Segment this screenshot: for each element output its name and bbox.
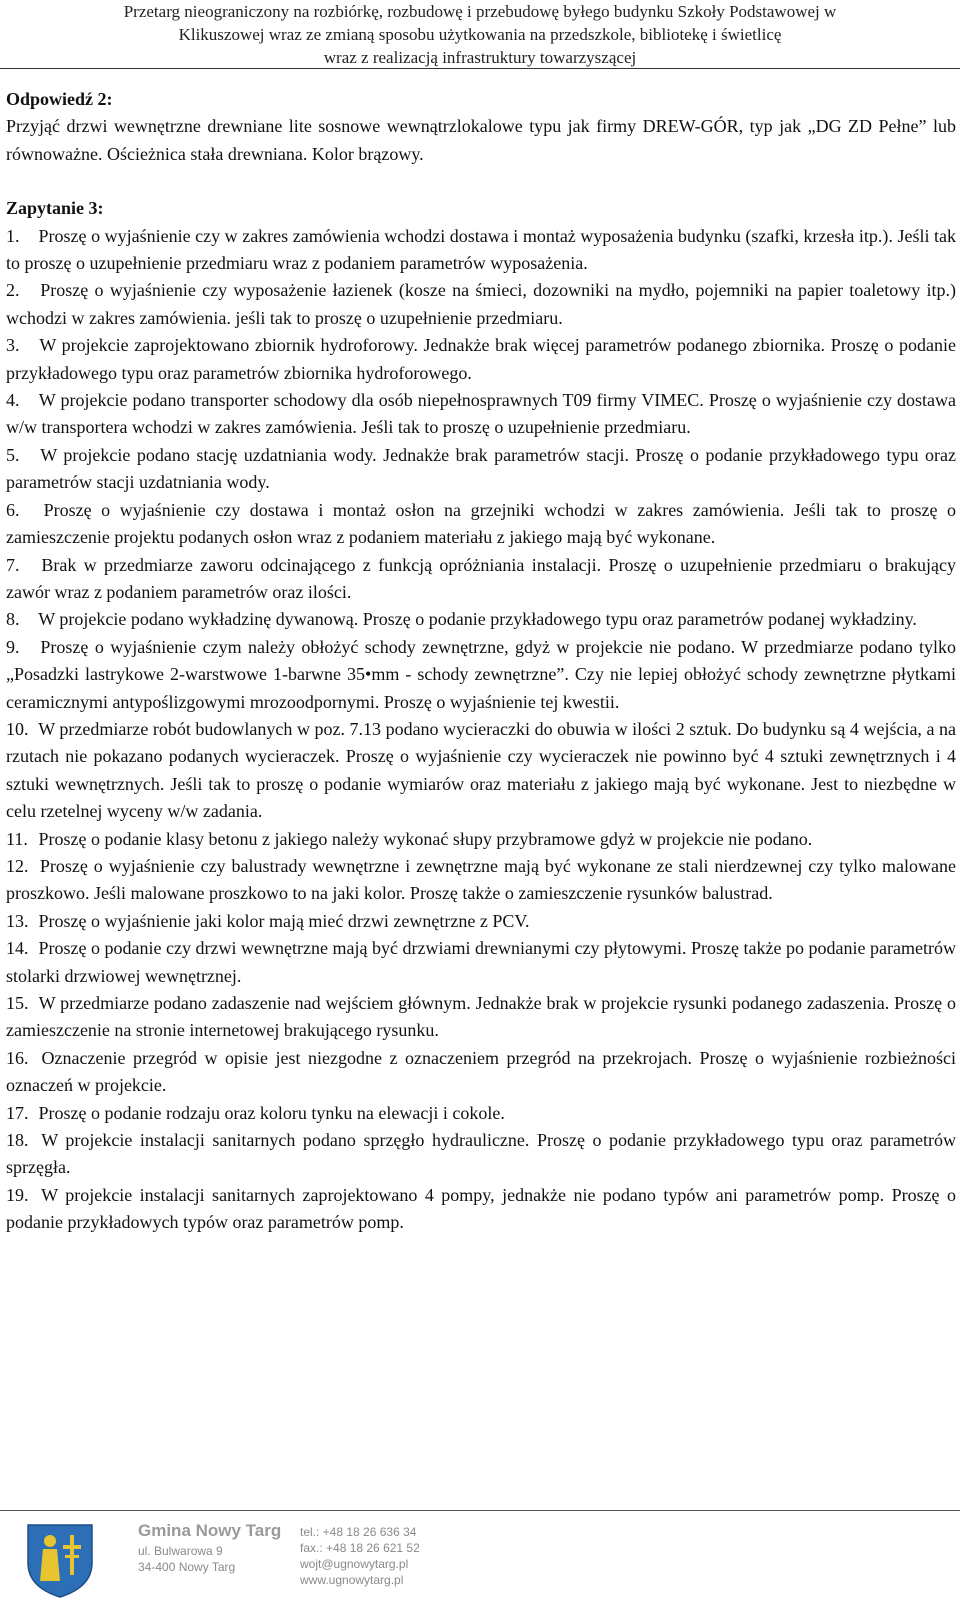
question-item-number: 2.	[6, 280, 20, 301]
footer-city: 34-400 Nowy Targ	[138, 1560, 236, 1574]
question-item	[6, 223, 956, 278]
coat-of-arms-icon	[10, 1519, 110, 1599]
question-item-text: Proszę o podanie rodzaju oraz koloru tynku na elewacji i cokole.	[38, 1102, 505, 1123]
question-item-number: 17.	[6, 1102, 29, 1123]
answer-heading: Odpowiedź 2:	[6, 89, 113, 109]
question-item-text: W projekcie podano stację uzdatniania wody. Jednakże brak parametrów stacji. Proszę o podanie przykładowego typu oraz parametrów stacji uzdatniania wody.	[6, 444, 956, 493]
question-item	[6, 935, 956, 990]
question-heading: Zapytanie 3:	[6, 198, 104, 219]
question-item	[6, 332, 956, 387]
question-item-text: W projekcie zaprojektowano zbiornik hydroforowy. Jednakże brak więcej parametrów podanego zbiornika. Proszę o podanie przykładowego typu oraz parametrów zbiornika hydroforowego.	[6, 335, 956, 383]
question-item	[6, 606, 956, 633]
question-item-number: 11.	[6, 828, 28, 849]
question-item	[6, 716, 956, 826]
header-line-3: wraz z realizacją infrastruktury towarzyszącej	[323, 48, 637, 67]
question-item-number: 9.	[6, 636, 20, 657]
question-item-text: Proszę o podanie czy drzwi wewnętrzne mają być drzwiami drewnianymi czy płytowymi. Proszę także po podanie parametrów stolarki drzwiowej wewnętrznej.	[6, 938, 956, 986]
question-item	[6, 634, 956, 716]
question-item-number: 6.	[6, 499, 20, 520]
question-item-number: 19.	[6, 1184, 29, 1205]
footer-brand: Gmina Nowy Targ	[138, 1521, 282, 1540]
question-item-text: Proszę o wyjaśnienie czy balustrady wewnętrzne i zewnętrzne mają być wykonane ze stali nierdzewnej czy tylko malowane proszkowo. Jeśli malowane proszkowo to na jaki kolor. Proszę także o zamieszczenie rysunków balustrad.	[6, 855, 956, 904]
question-item-text: W przedmiarze robót budowlanych w poz. 7.13 podano wycieraczki do obuwia w ilości 2 sztuk. Do budynku są 4 wejścia, a na rzutach nie pokazano podanych wycieraczek. Proszę o wyjaśnienie czy wycieraczek nie powinno być 4 sztuki zewnętrznych i 4 sztuki wewnętrznych. Jeśli tak to proszę o podanie wymiarów oraz materiału z jakiego mają być wykonane. Jest to niezbędne w celu rzetelnej wyceny w/w zadania.	[6, 718, 956, 822]
question-item-number: 14.	[6, 938, 29, 959]
question-item	[6, 990, 956, 1045]
question-item-number: 8.	[6, 609, 20, 630]
question-item-text: Proszę o wyjaśnienie jaki kolor mają mieć drzwi zewnętrzne z PCV.	[38, 910, 530, 931]
document-body	[6, 86, 956, 1237]
question-item-text: Proszę o wyjaśnienie czy wyposażenie łazienek (kosze na śmieci, dozowniki na mydło, pojemniki na papier toaletowy itp.) wchodzi w zakres zamówienia. jeśli tak to proszę o uzupełnienie przedmiaru.	[6, 280, 956, 328]
paragraph-gap	[6, 168, 956, 195]
footer-email[interactable]: wojt@ugnowytarg.pl	[300, 1557, 409, 1571]
question-item-number: 18.	[6, 1130, 29, 1151]
question-item	[6, 908, 956, 935]
question-item-text: W projekcie instalacji sanitarnych zaprojektowano 4 pompy, jednakże nie podano typów ani parametrów pomp. Proszę o podanie przykładowych typów oraz parametrów pomp.	[6, 1184, 956, 1233]
question-item-text: Oznaczenie przegród w opisie jest niezgodne z oznaczeniem przegród na przekrojach. Proszę o wyjaśnienie rozbieżności oznaczeń w projekcie.	[6, 1047, 956, 1096]
question-item	[6, 826, 956, 853]
document-footer	[0, 1515, 960, 1600]
question-item-number: 5.	[6, 444, 20, 465]
question-item-text: W projekcie podano wykładzinę dywanową. Proszę o podanie przykładowego typu oraz parametrów podanej wykładziny.	[38, 609, 917, 630]
question-item	[6, 387, 956, 442]
question-item-text: W projekcie instalacji sanitarnych podano sprzęgło hydrauliczne. Proszę o podanie przykładowego typu oraz parametrów sprzęgła.	[6, 1130, 956, 1178]
question-item-number: 13.	[6, 910, 29, 931]
question-item-text: W przedmiarze podano zadaszenie nad wejściem głównym. Jednakże brak w projekcie rysunki podanego zadaszenia. Proszę o zamieszczenie na stronie internetowej brakującego rysunku.	[6, 993, 956, 1041]
question-item	[6, 552, 956, 607]
footer-divider	[0, 1510, 960, 1511]
question-item-text: Proszę o wyjaśnienie czym należy obłożyć schody zewnętrzne, gdyż w projekcie nie podano. W przedmiarze podano tylko „Posadzki lastrykowe 2-warstwowe 1-barwne 35•mm - schody zewnętrzne”. Czy nie lepiej obłożyć schody zewnętrzne płytkami ceramicznymi antypoślizgowymi mrozoodpornymi. Proszę o wyjaśnienie tej kwestii.	[6, 636, 957, 712]
question-item-text: Proszę o podanie klasy betonu z jakiego należy wykonać słupy przybramowe gdyż w projekcie nie podano.	[38, 828, 813, 849]
question-item-text: Brak w przedmiarze zaworu odcinającego z funkcją opróżniania instalacji. Proszę o uzupełnienie przedmiaru o brakujący zawór wraz z podaniem parametrów oraz ilości.	[6, 554, 956, 602]
question-item-number: 1.	[6, 225, 20, 246]
question-item	[6, 497, 956, 552]
footer-tel: tel.: +48 18 26 636 34	[300, 1525, 417, 1539]
question-item	[6, 1045, 956, 1100]
question-item-number: 12.	[6, 855, 29, 876]
question-item	[6, 1182, 956, 1237]
question-item	[6, 1127, 956, 1182]
question-item	[6, 853, 956, 908]
question-item-number: 15.	[6, 993, 29, 1013]
header-line-2: Klikuszowej wraz ze zmianą sposobu użytkowania na przedszkole, bibliotekę i świetlicę	[178, 25, 782, 44]
question-item-number: 10.	[6, 718, 29, 739]
question-item	[6, 442, 956, 497]
question-item-number: 16.	[6, 1047, 29, 1068]
footer-street: ul. Bulwarowa 9	[138, 1544, 223, 1558]
footer-address	[138, 1521, 281, 1575]
header-divider	[0, 68, 960, 69]
document-header	[0, 0, 960, 69]
answer-text: Przyjąć drzwi wewnętrzne drewniane lite sosnowe wewnątrzlokalowe typu jak firmy DREW-GÓR, typ jak „DG ZD Pełne” lub równoważne. Ościeżnica stała drewniana. Kolor brązowy.	[6, 116, 956, 164]
question-item	[6, 1100, 956, 1127]
question-item	[6, 277, 956, 332]
question-item-number: 7.	[6, 554, 20, 575]
footer-website[interactable]: www.ugnowytarg.pl	[300, 1573, 404, 1587]
question-item-number: 3.	[6, 335, 20, 356]
question-item-number: 4.	[6, 390, 20, 411]
question-item-text: Proszę o wyjaśnienie czy w zakres zamówienia wchodzi dostawa i montaż wyposażenia budynku (szafki, krzesła itp.). Jeśli tak to proszę o uzupełnienie przedmiaru wraz z podaniem parametrów wyposażenia.	[6, 225, 956, 274]
question-item-text: Proszę o wyjaśnienie czy dostawa i montaż osłon na grzejniki wchodzi w zakres zamówienia. Jeśli tak to proszę o zamieszczenie projektu podanych osłon wraz z podaniem materiału z jakiego mają być wykonane.	[6, 499, 957, 548]
footer-contact	[300, 1521, 420, 1588]
question-list	[6, 223, 956, 1237]
header-line-1: Przetarg nieograniczony na rozbiórkę, rozbudowę i przebudowę byłego budynku Szkoły Podstawowej w	[123, 2, 837, 21]
question-item-text: W projekcie podano transporter schodowy dla osób niepełnosprawnych T09 firmy VIMEC. Proszę o wyjaśnienie czy dostawa w/w transportera wchodzi w zakres zamówienia. Jeśli tak to proszę o uzupełnienie przedmiaru.	[6, 390, 956, 438]
footer-fax: fax.: +48 18 26 621 52	[300, 1541, 420, 1555]
